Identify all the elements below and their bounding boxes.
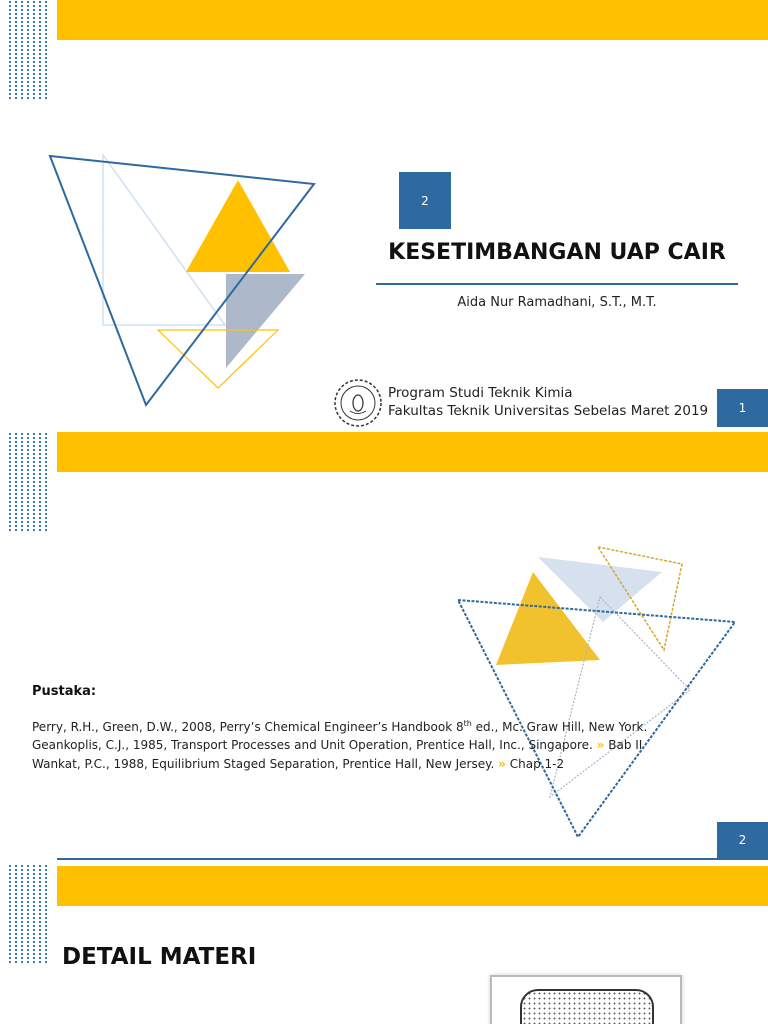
chevron-icon: »: [596, 738, 605, 752]
program-name: Program Studi Teknik Kimia: [388, 385, 573, 401]
faculty-name: Fakultas Teknik Universitas Sebelas Maret 2019: [388, 403, 709, 419]
triangle-decoration: [0, 0, 768, 430]
edition-superscript: th: [463, 719, 472, 728]
reference-note: Chap 1-2: [509, 757, 565, 771]
reference-item: [32, 719, 647, 734]
page-number: 1: [717, 389, 768, 427]
page-number: 2: [717, 822, 768, 858]
section-badge: 2: [399, 172, 451, 229]
chevron-icon: »: [498, 757, 506, 771]
reference-text: Perry, R.H., Green, D.W., 2008, Perry’s Chemical Engineer’s Handbook 8: [32, 720, 464, 734]
reference-text: Wankat, P.C., 1988, Equilibrium Staged Separation, Prentice Hall, New Jersey.: [32, 757, 495, 771]
university-seal-icon: [333, 378, 383, 428]
diagram-thumbnail: [490, 975, 682, 1024]
slide-3: [0, 862, 768, 1024]
header-bar: [57, 866, 768, 906]
reference-text: ed., Mc. Graw Hill, New York.: [471, 720, 648, 734]
references-heading: Pustaka:: [32, 684, 97, 699]
triangle-decoration: [0, 432, 768, 860]
dot-pattern: [7, 864, 47, 964]
diagram-vessel: [520, 989, 654, 1024]
title-divider: [376, 283, 738, 285]
bottom-divider: [57, 858, 768, 860]
presentation-title: KESETIMBANGAN UAP CAIR: [388, 240, 726, 265]
reference-text: Geankoplis, C.J., 1985, Transport Processes and Unit Operation, Prentice Hall, Inc., Singapore.: [32, 738, 593, 752]
author-name: Aida Nur Ramadhani, S.T., M.T.: [457, 295, 657, 310]
slide-1: [0, 0, 768, 430]
reference-note: Bab II: [608, 738, 643, 752]
reference-item: [32, 757, 564, 771]
section-title: DETAIL MATERI: [62, 944, 257, 970]
reference-item: [32, 738, 642, 752]
slide-2: [0, 432, 768, 860]
